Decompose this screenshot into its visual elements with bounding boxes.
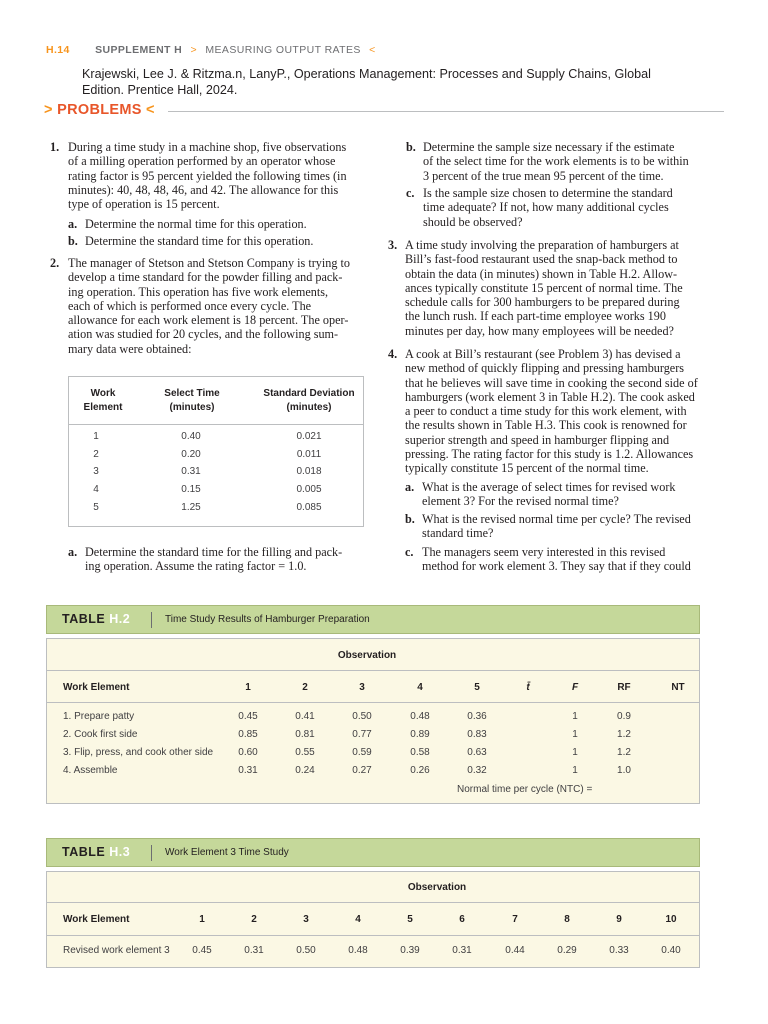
column-header-standard-deviation: Standard Deviation (minutes) [263, 388, 355, 413]
table-cell: 0.26 [410, 765, 430, 776]
summary-data-table [68, 376, 364, 527]
text-line: obtain the data (in minutes) shown in Table H.2. Allow- [405, 266, 678, 281]
table-cell: Revised work element 3 [63, 945, 170, 956]
text-line: a peer to conduct a time study for this work element, with [405, 404, 687, 419]
column-header: 5 [407, 914, 413, 925]
text-line: that he believes will save time in cooking the second side of [405, 375, 698, 390]
column-header: 1 [245, 682, 251, 693]
table-cell: 1.2 [617, 729, 631, 740]
text-line: typically constitute 15 percent of the normal time. [405, 461, 649, 476]
subquestion-text: The managers seem very interested in this revised method for work element 3. They say that if they could [422, 545, 691, 574]
table-cell: 1.2 [617, 747, 631, 758]
header-end-mark: < [369, 44, 376, 56]
column-header: 8 [564, 914, 570, 925]
text-line: minutes per day, how many employees will be needed? [405, 323, 674, 338]
text-line: pressing. The rating factor for this study is 1.2. Allowances [405, 447, 694, 462]
column-header: 10 [665, 914, 677, 925]
column-header: 6 [459, 914, 465, 925]
table-cell: 0.32 [467, 765, 487, 776]
table-label: TABLE H.2 [62, 612, 131, 626]
citation [82, 66, 722, 98]
text-line: rating factor is 95 percent yielded the following times (in [68, 168, 347, 183]
text-line: mary data were obtained: [68, 341, 192, 356]
header-rule [47, 702, 699, 703]
text-line: the lunch rush. If each part-time employee works 190 [405, 309, 666, 324]
text-line: the results shown in Table H.3. This cook is renowned for [405, 418, 687, 433]
problem-text [405, 238, 705, 338]
header-rule [47, 670, 699, 671]
section-heading [44, 102, 155, 118]
table-cell: 0.33 [609, 945, 629, 956]
column-header: NT [671, 682, 685, 693]
header-separator: > [190, 44, 198, 56]
text-line: hamburgers (work element 3 in Table H.2). The cook asked [405, 389, 695, 404]
table-cell: 1 [572, 765, 578, 776]
problem-number: 1. [50, 140, 60, 154]
table-cell: 0.20 [181, 449, 201, 460]
column-header: 9 [616, 914, 622, 925]
table-number: H.3 [109, 845, 131, 859]
problem-text [405, 347, 705, 476]
subquestion-label: a. [405, 480, 415, 494]
table-cell: 0.27 [352, 765, 372, 776]
table-cell: 0.45 [192, 945, 212, 956]
table-cell: 0.15 [181, 484, 201, 495]
text-line: superior strength and speed in hamburger flipping and [405, 432, 670, 447]
subquestion-label: b. [406, 140, 416, 154]
table-number: H.2 [109, 612, 131, 626]
table-label: TABLE H.3 [62, 845, 131, 859]
table-cell: 0.29 [557, 945, 577, 956]
title-separator [151, 845, 152, 861]
text-line: The manager of Stetson and Stetson Company is trying to [68, 256, 350, 270]
text-line: allowance for each work element is 18 percent. The oper- [68, 313, 349, 328]
subquestion-text: What is the average of select times for revised work element 3? For the revised normal time? [422, 480, 676, 509]
group-header: Observation [407, 882, 467, 893]
table-cell: 0.24 [295, 765, 315, 776]
table-cell: 1 [572, 729, 578, 740]
subquestion-text: Determine the standard time for this operation. [85, 234, 314, 248]
subquestion-text: Determine the standard time for the filling and pack- ing operation. Assume the rating factor = 1.0. [85, 545, 343, 574]
supplement-title: MEASURING OUTPUT RATES [205, 44, 361, 56]
text-line: During a time study in a machine shop, five observations [68, 140, 347, 154]
column-header: 3 [359, 682, 365, 693]
citation-line: Edition. Prentice Hall, 2024. [82, 83, 238, 97]
table-cell: 1.25 [181, 502, 201, 513]
table-cell: 1 [93, 431, 99, 442]
table-cell: 0.89 [410, 729, 430, 740]
text-line: minutes): 40, 48, 48, 46, and 42. The allowance for this [68, 182, 339, 197]
column-header-work-element: Work Element [83, 388, 123, 413]
column-header: 2 [251, 914, 257, 925]
text-line: develop a time standard for the powder filling and pack- [68, 270, 343, 285]
text-line: ances typically constitute 15 percent of normal time. The [405, 280, 683, 295]
table-cell: 0.36 [467, 711, 487, 722]
text-line: Bill’s fast-food restaurant used the snap-back method to [405, 252, 678, 267]
table-cell: 0.31 [181, 466, 201, 477]
text-line: new method of quickly flipping and pressing hamburgers [405, 361, 685, 376]
table-cell: 0.40 [661, 945, 681, 956]
table-cell: 1.0 [617, 765, 631, 776]
column-header: 1 [199, 914, 205, 925]
table-cell: 0.018 [296, 466, 322, 477]
table-cell: 0.48 [348, 945, 368, 956]
table-cell: 0.005 [296, 484, 322, 495]
section-rule [168, 111, 724, 112]
table-cell: 0.55 [295, 747, 315, 758]
table-cell: 3. Flip, press, and cook other side [63, 747, 214, 758]
table-h2 [46, 638, 700, 804]
header-rule [69, 424, 363, 425]
column-header-select-time: Select Time (minutes) [164, 388, 220, 413]
subquestion-label: a. [68, 545, 78, 559]
table-caption: Work Element 3 Time Study [165, 847, 289, 858]
table-cell: 0.63 [467, 747, 487, 758]
table-cell: 0.40 [181, 431, 201, 442]
column-header: 4 [355, 914, 361, 925]
table-cell: 0.45 [238, 711, 258, 722]
subquestion-label: c. [406, 186, 415, 200]
table-cell: 0.31 [238, 765, 258, 776]
page-number: H.14 [46, 44, 70, 56]
header-rule [47, 902, 699, 903]
problem-number: 2. [50, 256, 60, 270]
group-header: Observation [337, 650, 397, 661]
table-h3 [46, 871, 700, 968]
table-cell: 4 [93, 484, 99, 495]
table-cell: 1. Prepare patty [63, 711, 135, 722]
table-cell: 3 [93, 466, 99, 477]
column-header-mean: t̄ [526, 682, 530, 693]
table-cell: 0.41 [295, 711, 315, 722]
subquestion-label: a. [68, 217, 78, 231]
table-h2-title-band [46, 605, 700, 634]
text-line: of a milling operation performed by an operator whose [68, 154, 336, 169]
column-header: 5 [474, 682, 480, 693]
running-header [46, 44, 381, 56]
problem-number: 4. [388, 347, 398, 361]
section-right-mark: < [146, 102, 155, 118]
table-cell: 4. Assemble [63, 765, 118, 776]
text-line: type of operation is 15 percent. [68, 197, 220, 212]
table-cell: 0.31 [244, 945, 264, 956]
section-title: PROBLEMS [57, 102, 142, 118]
title-separator [151, 612, 152, 628]
subquestion-label: b. [405, 512, 415, 526]
column-header: Work Element [63, 682, 130, 693]
text-line: A time study involving the preparation of hamburgers at [405, 238, 679, 252]
table-cell: 0.85 [238, 729, 258, 740]
column-header: 2 [302, 682, 308, 693]
subquestion-label: c. [405, 545, 414, 559]
text-line: ing operation. This operation has five work elements, [68, 284, 329, 299]
text-line: schedule calls for 300 hamburgers to be prepared during [405, 295, 680, 310]
section-left-mark: > [44, 102, 53, 118]
table-cell: 0.48 [410, 711, 430, 722]
subquestion-text: Is the sample size chosen to determine the standard time adequate? If not, how many additional cycles should be observed? [423, 186, 673, 229]
text-line: ation was studied for 20 cycles, and the following sum- [68, 327, 339, 342]
table-cell: 1 [572, 711, 578, 722]
table-h3-title-band [46, 838, 700, 867]
problem-number: 3. [388, 238, 398, 252]
table-cell: 1 [572, 747, 578, 758]
table-cell: 0.50 [352, 711, 372, 722]
table-cell: 2 [93, 449, 99, 460]
header-rule [47, 935, 699, 936]
column-header: Work Element [63, 914, 130, 925]
table-cell: 0.58 [410, 747, 430, 758]
table-cell: 2. Cook first side [63, 729, 138, 740]
table-cell: 0.77 [352, 729, 372, 740]
column-header: F [571, 682, 579, 693]
problem-text [68, 256, 368, 356]
table-footer: Normal time per cycle (NTC) = [457, 784, 593, 795]
table-cell: 0.085 [296, 502, 322, 513]
column-header: 3 [303, 914, 309, 925]
table-cell: 0.81 [295, 729, 315, 740]
table-cell: 0.9 [617, 711, 631, 722]
column-header: 7 [512, 914, 518, 925]
table-cell: 0.31 [452, 945, 472, 956]
table-cell: 0.60 [238, 747, 258, 758]
table-cell: 0.59 [352, 747, 372, 758]
table-cell: 0.021 [296, 431, 322, 442]
column-header: RF [617, 682, 631, 693]
table-caption: Time Study Results of Hamburger Preparation [165, 614, 370, 625]
supplement-label: SUPPLEMENT H [95, 44, 183, 56]
subquestion-text: What is the revised normal time per cycle? The revised standard time? [422, 512, 691, 541]
column-header: 4 [417, 682, 423, 693]
text-line: A cook at Bill’s restaurant (see Problem 3) has devised a [405, 347, 681, 361]
table-cell: 0.83 [467, 729, 487, 740]
text-line: each of which is performed once every cycle. The [68, 298, 312, 313]
table-cell: 0.011 [296, 449, 322, 460]
subquestion-text: Determine the sample size necessary if the estimate of the select time for the work elements is to be within 3 percent of the true mean 95 percent of the time. [423, 140, 689, 183]
table-cell: 0.44 [505, 945, 525, 956]
table-cell: 0.39 [400, 945, 420, 956]
problem-text [68, 140, 368, 211]
subquestion-label: b. [68, 234, 78, 248]
table-cell: 0.50 [296, 945, 316, 956]
citation-line: Krajewski, Lee J. & Ritzma.n, LanyP., Operations Management: Processes and Supply Chains, Global [82, 67, 651, 81]
table-cell: 5 [93, 502, 99, 513]
subquestion-text: Determine the normal time for this operation. [85, 217, 307, 231]
